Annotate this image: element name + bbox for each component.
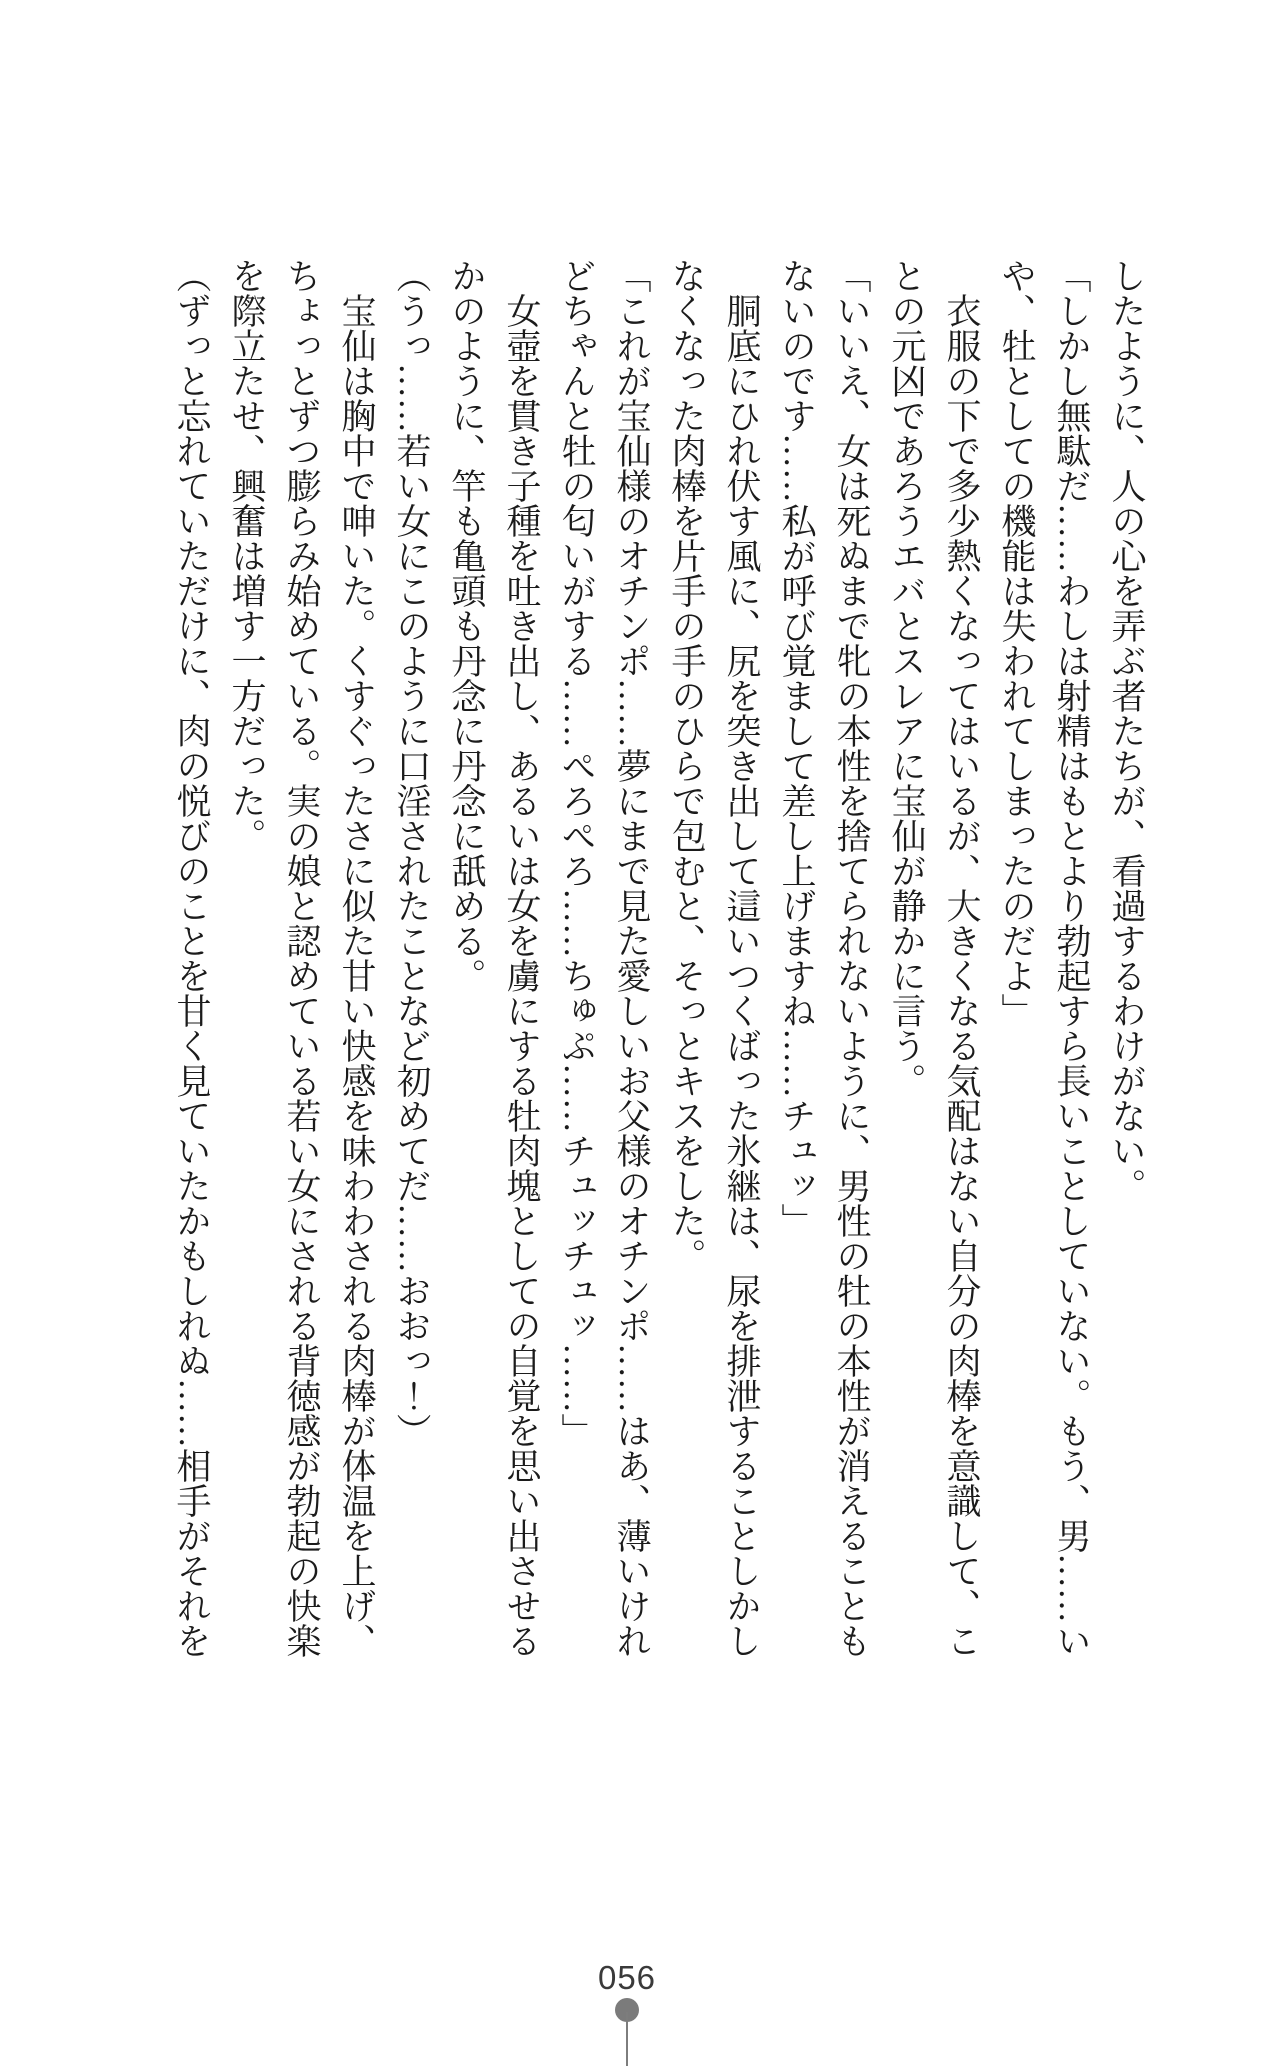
body-text <box>164 258 1154 1708</box>
page-number: 056 <box>597 1959 657 1996</box>
text-column: 衣服の下で多少熱くなってはいるが、大きくなる気配はない自分の肉棒を意識して、こ <box>942 293 981 1658</box>
text-column: 女壺を貫き子種を吐き出し、あるいは女を虜にする牡肉塊としての自覚を思い出させる <box>502 293 541 1658</box>
text-column: どちゃんと牡の匂いがする……ぺろぺろ……ちゅぷ……チュッチュッ……」 <box>557 258 596 1448</box>
text-column: したように、人の心を弄ぶ者たちが、看過するわけがない。 <box>1107 258 1146 1203</box>
text-column: 胴底にひれ伏す風に、尻を突き出して這いつくばった氷継は、尿を排泄することしかし <box>722 293 761 1658</box>
text-column: かのように、竿も亀頭も丹念に丹念に舐める。 <box>447 258 486 993</box>
page-marker-line <box>626 2012 628 2066</box>
text-column: 宝仙は胸中で呻いた。くすぐったさに似た甘い快感を味わわされる肉棒が体温を上げ、 <box>337 293 376 1658</box>
text-column: 「いいえ、女は死ぬまで牝の本性を捨てられないように、男性の牡の本性が消えることも <box>832 258 871 1658</box>
text-column: ちょっとずつ膨らみ始めている。実の娘と認めている若い女にされる背徳感が勃起の快楽 <box>282 258 321 1658</box>
text-column: や、牡としての機能は失われてしまったのだよ」 <box>997 258 1036 1028</box>
text-column: （うっ……若い女にこのように口淫されたことなど初めてだ……おおっ！） <box>392 258 431 1448</box>
text-column: ないのです……私が呼び覚まして差し上げますね……チュッ」 <box>777 258 816 1238</box>
text-column: なくなった肉棒を片手の手のひらで包むと、そっとキスをした。 <box>667 258 706 1273</box>
text-column: との元凶であろうエバとスレアに宝仙が静かに言う。 <box>887 258 926 1098</box>
text-column: を際立たせ、興奮は増す一方だった。 <box>227 258 266 853</box>
text-column: 「これが宝仙様のオチンポ……夢にまで見た愛しいお父様のオチンポ……はあ、薄いけれ <box>612 258 651 1658</box>
text-column: 「しかし無駄だ……わしは射精はもとより勃起すら長いことしていない。もう、男……い <box>1052 258 1091 1658</box>
text-column: （ずっと忘れていただけに、肉の悦びのことを甘く見ていたかもしれぬ……相手がそれを <box>172 258 211 1658</box>
